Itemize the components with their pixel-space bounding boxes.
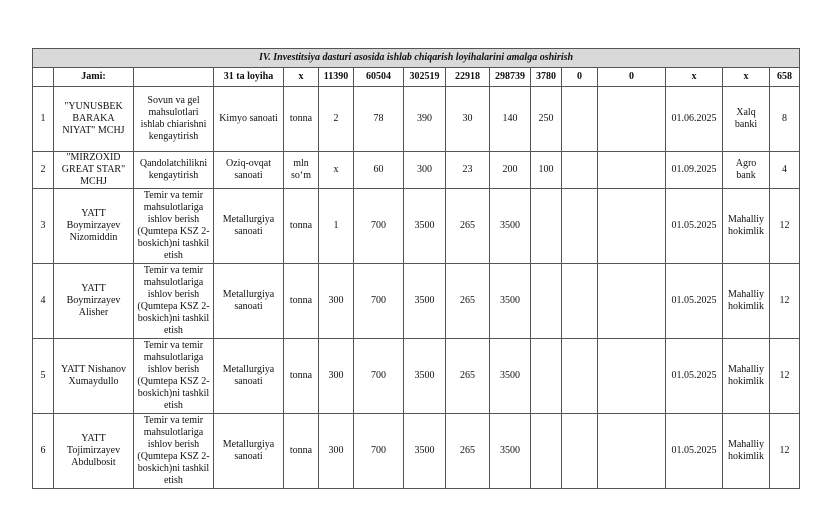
- cell-industry: Metallurgiya sanoati: [214, 264, 284, 339]
- cell-c11: [562, 264, 598, 339]
- cell-capacity: 11390: [319, 68, 354, 87]
- table-row: [33, 264, 800, 339]
- cell-c11: [562, 189, 598, 264]
- cell-jobs: 12: [770, 264, 800, 339]
- cell-c7: 3500: [404, 339, 446, 414]
- cell-c9: 140: [490, 87, 531, 152]
- cell-industry: 31 ta loyiha: [214, 68, 284, 87]
- cell-bank: x: [723, 68, 770, 87]
- cell-c9: 3500: [490, 189, 531, 264]
- cell-project: Temir va temir mahsulotlariga ishlov berish (Qumtepa KSZ 2- boskich)ni tashkil etish: [134, 414, 214, 489]
- cell-date: 01.06.2025: [666, 87, 723, 152]
- cell-project: Sovun va gel mahsulotlari ishlab chiarishni kengaytirish: [134, 87, 214, 152]
- cell-date: x: [666, 68, 723, 87]
- cell-c9: 200: [490, 152, 531, 189]
- cell-unit: tonna: [284, 264, 319, 339]
- cell-unit: mln so‘m: [284, 152, 319, 189]
- cell-c11: [562, 87, 598, 152]
- cell-capacity: x: [319, 152, 354, 189]
- cell-name: YATT Nishanov Xumaydullo: [54, 339, 134, 414]
- cell-c7: 300: [404, 152, 446, 189]
- cell-num: 6: [33, 414, 54, 489]
- cell-c8: 265: [446, 414, 490, 489]
- cell-c11: 0: [562, 68, 598, 87]
- table-row: [33, 189, 800, 264]
- cell-unit: tonna: [284, 87, 319, 152]
- cell-c6: 78: [354, 87, 404, 152]
- cell-project: Temir va temir mahsulotlariga ishlov berish (Qumtepa KSZ 2- boskich)ni tashkil etish: [134, 339, 214, 414]
- cell-industry: Metallurgiya sanoati: [214, 339, 284, 414]
- cell-c11: [562, 414, 598, 489]
- cell-jobs: 12: [770, 189, 800, 264]
- cell-capacity: 2: [319, 87, 354, 152]
- cell-c6: 700: [354, 339, 404, 414]
- cell-c7: 3500: [404, 414, 446, 489]
- cell-jobs: 12: [770, 339, 800, 414]
- cell-c6: 700: [354, 264, 404, 339]
- cell-capacity: 300: [319, 264, 354, 339]
- cell-name: "MIRZOXID GREAT STAR" MCHJ: [54, 152, 134, 189]
- cell-bank: Mahalliy hokimlik: [723, 339, 770, 414]
- cell-unit: tonna: [284, 414, 319, 489]
- cell-industry: Kimyo sanoati: [214, 87, 284, 152]
- cell-capacity: 300: [319, 414, 354, 489]
- cell-jobs: 4: [770, 152, 800, 189]
- cell-name: YATT Boymirzayev Nizomiddin: [54, 189, 134, 264]
- cell-num: 3: [33, 189, 54, 264]
- cell-date: 01.05.2025: [666, 414, 723, 489]
- cell-c12: [598, 414, 666, 489]
- cell-project: Temir va temir mahsulotlariga ishlov berish (Qumtepa KSZ 2- boskich)ni tashkil etish: [134, 189, 214, 264]
- cell-c12: [598, 339, 666, 414]
- cell-c9: 3500: [490, 339, 531, 414]
- cell-date: 01.05.2025: [666, 339, 723, 414]
- cell-name: Jami:: [54, 68, 134, 87]
- cell-c6: 60504: [354, 68, 404, 87]
- table-row: [33, 87, 800, 152]
- cell-capacity: 1: [319, 189, 354, 264]
- investment-projects-table: [32, 48, 800, 489]
- cell-c8: 30: [446, 87, 490, 152]
- cell-c10: [531, 264, 562, 339]
- cell-jobs: 658: [770, 68, 800, 87]
- cell-date: 01.05.2025: [666, 264, 723, 339]
- cell-industry: Metallurgiya sanoati: [214, 414, 284, 489]
- cell-name: YATT Tojimirzayev Abdulbosit: [54, 414, 134, 489]
- cell-unit: x: [284, 68, 319, 87]
- cell-project: Qandolatchilikni kengaytirish: [134, 152, 214, 189]
- cell-date: 01.09.2025: [666, 152, 723, 189]
- cell-c10: [531, 189, 562, 264]
- cell-c9: 3500: [490, 414, 531, 489]
- cell-project: Temir va temir mahsulotlariga ishlov berish (Qumtepa KSZ 2- boskich)ni tashkil etish: [134, 264, 214, 339]
- cell-date: 01.05.2025: [666, 189, 723, 264]
- total-row: [33, 68, 800, 87]
- cell-c8: 22918: [446, 68, 490, 87]
- cell-unit: tonna: [284, 189, 319, 264]
- cell-c11: [562, 339, 598, 414]
- cell-num: 2: [33, 152, 54, 189]
- cell-industry: Oziq-ovqat sanoati: [214, 152, 284, 189]
- cell-c12: 0: [598, 68, 666, 87]
- cell-project: [134, 68, 214, 87]
- cell-industry: Metallurgiya sanoati: [214, 189, 284, 264]
- cell-c8: 265: [446, 189, 490, 264]
- cell-name: YATT Boymirzayev Alisher: [54, 264, 134, 339]
- cell-unit: tonna: [284, 339, 319, 414]
- cell-num: 4: [33, 264, 54, 339]
- cell-bank: Mahalliy hokimlik: [723, 414, 770, 489]
- cell-num: [33, 68, 54, 87]
- cell-c12: [598, 87, 666, 152]
- cell-bank: Mahalliy hokimlik: [723, 264, 770, 339]
- cell-capacity: 300: [319, 339, 354, 414]
- table-row: [33, 339, 800, 414]
- cell-c6: 700: [354, 414, 404, 489]
- cell-bank: Xalq banki: [723, 87, 770, 152]
- cell-c7: 3500: [404, 189, 446, 264]
- cell-c6: 700: [354, 189, 404, 264]
- cell-c9: 298739: [490, 68, 531, 87]
- cell-c10: 250: [531, 87, 562, 152]
- cell-c7: 3500: [404, 264, 446, 339]
- cell-c8: 265: [446, 339, 490, 414]
- cell-name: "YUNUSBEK BARAKA NIYAT" MCHJ: [54, 87, 134, 152]
- cell-c12: [598, 152, 666, 189]
- cell-c10: [531, 339, 562, 414]
- cell-c10: 100: [531, 152, 562, 189]
- cell-c12: [598, 264, 666, 339]
- cell-c7: 302519: [404, 68, 446, 87]
- cell-bank: Agro bank: [723, 152, 770, 189]
- cell-c8: 265: [446, 264, 490, 339]
- cell-c9: 3500: [490, 264, 531, 339]
- cell-num: 1: [33, 87, 54, 152]
- table-row: [33, 152, 800, 189]
- cell-c10: [531, 414, 562, 489]
- cell-jobs: 8: [770, 87, 800, 152]
- cell-c10: 3780: [531, 68, 562, 87]
- cell-bank: Mahalliy hokimlik: [723, 189, 770, 264]
- cell-c6: 60: [354, 152, 404, 189]
- cell-c12: [598, 189, 666, 264]
- cell-c7: 390: [404, 87, 446, 152]
- cell-c8: 23: [446, 152, 490, 189]
- cell-c11: [562, 152, 598, 189]
- section-title: IV. Investitsiya dasturi asosida ishlab chiqarish loyihalarini amalga oshirish: [33, 49, 800, 68]
- cell-num: 5: [33, 339, 54, 414]
- cell-jobs: 12: [770, 414, 800, 489]
- table-row: [33, 414, 800, 489]
